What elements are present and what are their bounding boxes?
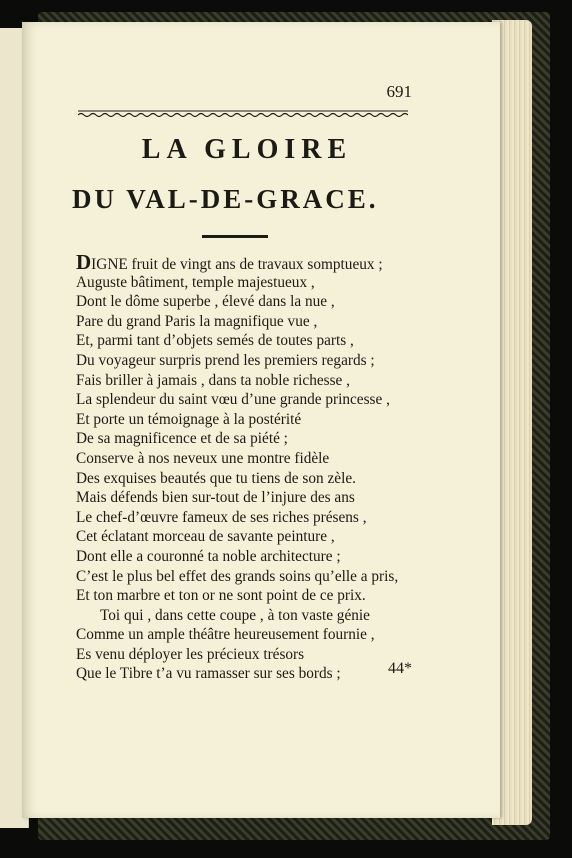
poem-line-indented: Toi qui , dans cette coupe , à ton vaste génie — [100, 606, 370, 624]
poem-line: Et ton marbre et ton or ne sont point de ce prix. — [76, 587, 366, 605]
page-number: 691 — [386, 82, 412, 101]
poem-text — [76, 250, 486, 684]
poem-line: Du voyageur surpris prend les premiers regards ; — [76, 351, 375, 369]
book-page — [22, 22, 500, 818]
poem-line: Et, parmi tant d’objets semés de toutes parts , — [76, 332, 354, 350]
small-caps-word: IGNE — [91, 256, 128, 273]
poem-line: Des exquises beautés que tu tiens de son zèle. — [76, 469, 356, 487]
drop-initial: D — [76, 250, 92, 274]
poem-line: Mais défends bien sur-tout de l’injure des ans — [76, 489, 355, 507]
signature-mark: 44* — [388, 660, 412, 677]
title-rule — [202, 235, 268, 238]
poem-line: Auguste bâtiment, temple majestueux , — [76, 273, 315, 291]
poem-title-line-1: LA GLOIRE — [141, 134, 353, 165]
poem-line: De sa magnificence et de sa piété ; — [76, 430, 288, 448]
poem-line: Et porte un témoignage à la postérité — [76, 410, 302, 428]
poem-line: Pare du grand Paris la magnifique vue , — [76, 312, 318, 330]
poem-line: Es venu déployer les précieux trésors — [76, 645, 305, 663]
poem-line: Que le Tibre t’a vu ramasser sur ses bords ; — [76, 665, 341, 683]
poem-line: Fais briller à jamais , dans ta noble richesse , — [76, 371, 350, 389]
poem-line: Dont le dôme superbe , élevé dans la nue , — [76, 293, 335, 311]
poem-line: Conserve à nos neveux une montre fidèle — [76, 449, 330, 467]
poem-line-text: fruit de vingt ans de travaux somptueux ; — [127, 256, 383, 273]
poem-line: Cet éclatant morceau de savante peinture , — [76, 528, 335, 546]
poem-line — [76, 250, 486, 274]
decorative-wavy-rule — [78, 110, 408, 118]
poem-line: C’est le plus bel effet des grands soins qu’elle a pris, — [76, 567, 399, 585]
poem-line: Comme un ample théâtre heureusement fournie , — [76, 626, 375, 644]
poem-line: La splendeur du saint vœu d’une grande princesse , — [76, 391, 390, 409]
poem-title-line-2: DU VAL-DE-GRACE. — [72, 184, 379, 214]
poem-line: Le chef-d’œuvre fameux de ses riches présens , — [76, 508, 367, 526]
poem-line: Dont elle a couronné ta noble architecture ; — [76, 547, 341, 565]
